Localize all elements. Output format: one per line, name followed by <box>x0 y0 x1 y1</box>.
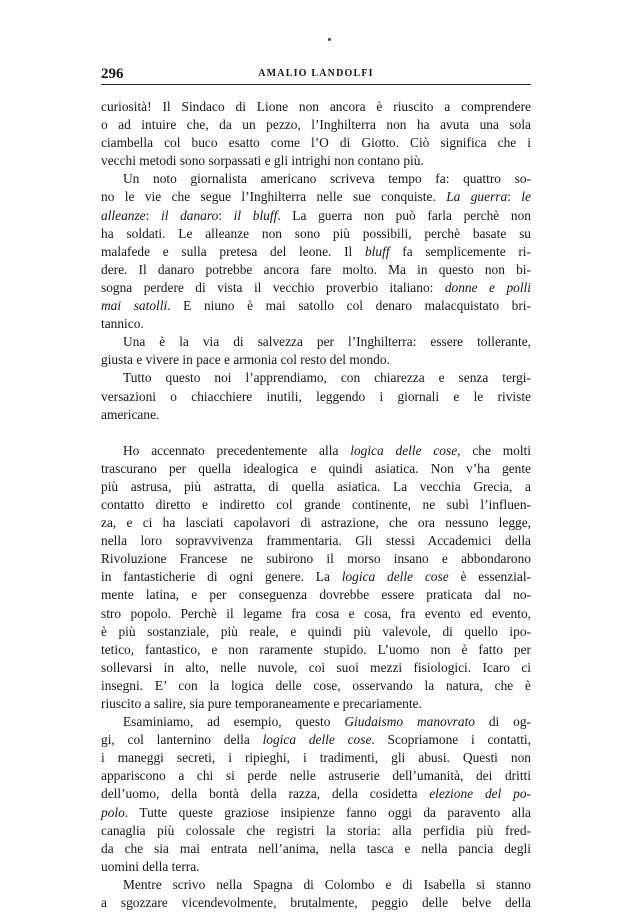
text-line <box>101 388 531 406</box>
text-line <box>101 261 531 279</box>
text-run: Un noto giornalista americano scriveva tempo fa: quattro so- <box>123 171 531 187</box>
text-line <box>101 514 531 532</box>
text-run: vecchi metodi sono sorpassati e gli intrighi non contano più. <box>101 153 424 169</box>
text-run: : <box>145 207 161 223</box>
text-run: dell’uomo, della bontà della razza, della cosidetta <box>101 786 430 802</box>
text-run: americane. <box>101 406 160 422</box>
text-line <box>101 749 531 767</box>
text-line <box>101 152 531 170</box>
text-run: i maneggi secreti, i ripieghi, i tradimenti, gli abusi. Questi non <box>101 750 531 766</box>
text-line <box>101 98 531 116</box>
italic-phrase: elezione del po- <box>429 786 531 802</box>
text-run: o ad intuire che, da un pezzo, l’Inghilterra non ha avuta una sola <box>101 117 531 133</box>
text-run: più astrusa, più astratta, di quella asiatica. La vecchia Grecia, a <box>101 478 531 494</box>
text-run: fa semplicemente ri- <box>389 243 531 259</box>
text-run: versazioni o chiacchiere inutili, leggendo i giornali e le riviste <box>101 388 531 404</box>
text-line <box>101 116 531 134</box>
text-run: no le vie che segue l’Inghilterra nelle sue conquiste. <box>101 189 447 205</box>
text-line <box>101 170 531 188</box>
text-run: tetico, fantastico, e non raramente stupido. L’uomo non è fatto per <box>101 641 531 657</box>
text-line <box>101 369 531 387</box>
text-run: Ho accennato precedentemente alla <box>123 442 351 458</box>
text-run: sollevarsi in alto, nelle nuvole, coi suoi mezzi fisiologici. Icaro ci <box>101 659 531 675</box>
text-run: Una è la via di salvezza per l’Inghilterra: essere tollerante, <box>123 334 531 350</box>
text-line <box>101 659 531 677</box>
text-run: canaglia più colossale che registri la storia: alla perfidia più fred- <box>101 822 531 838</box>
italic-phrase: le <box>521 189 531 205</box>
text-run: nella loro sopravvivenza frammentaria. Gli stessi Accademici della <box>101 533 531 549</box>
italic-phrase: logica delle cose <box>341 569 449 585</box>
text-run: . Scopriamone i contatti, <box>371 732 531 748</box>
italic-phrase: il danaro <box>161 207 219 223</box>
text-run: . E niuno è mai satollo col denaro malacquistato bri- <box>167 298 531 314</box>
paragraph <box>101 713 531 876</box>
text-run: gi, col lanternino della <box>101 732 263 748</box>
running-title: AMALIO LANDOLFI <box>258 68 374 79</box>
paragraph <box>101 442 531 713</box>
italic-phrase: logica delle cose <box>262 732 372 748</box>
text-line <box>101 333 531 351</box>
text-run: uomini della terra. <box>101 858 200 874</box>
italic-phrase: mai satolli <box>101 298 168 314</box>
text-run: contatto diretto e indiretto col grande continente, ne subì l’influen- <box>101 496 531 512</box>
paragraph <box>101 170 531 333</box>
italic-phrase: alleanze <box>101 207 146 223</box>
text-line <box>101 550 531 568</box>
text-run: . Tutte queste graziose insipienze fanno oggi da paravento alla <box>124 804 531 820</box>
text-run: Rivoluzione Francese ne subirono il morso insano e abbondarono <box>101 551 531 567</box>
text-line <box>101 134 531 152</box>
italic-phrase: logica delle cose <box>350 442 458 458</box>
text-run: mente latina, e per conseguenza dovrebbe essere praticata dal no- <box>101 587 531 603</box>
text-line <box>101 532 531 550</box>
text-run: riuscito a salire, sia pure temporaneamente e precariamente. <box>101 696 422 711</box>
text-line <box>101 442 531 460</box>
paragraph <box>101 333 531 369</box>
text-line <box>101 351 531 369</box>
text-run: di og- <box>475 714 531 730</box>
text-run: : <box>218 207 234 223</box>
page-header <box>101 64 531 85</box>
text-line <box>101 568 531 586</box>
text-run: ha soldati. Le alleanze non sono più possibili, perchè basate su <box>101 225 531 241</box>
text-line <box>101 188 531 206</box>
text-run: sogna perdere di vista il vecchio proverbio italiano: <box>101 279 445 295</box>
text-line <box>101 460 531 478</box>
text-line <box>101 731 531 749</box>
text-run: in fantasticherie di ogni genere. La <box>101 569 342 585</box>
paragraph <box>101 876 531 912</box>
text-line <box>101 785 531 803</box>
text-line <box>101 641 531 659</box>
text-line <box>101 279 531 297</box>
text-line <box>101 623 531 641</box>
text-run: giusta e vivere in pace e armonia col resto del mondo. <box>101 352 390 368</box>
text-run: . La guerra non può farla perchè non <box>277 207 531 223</box>
text-run: tannico. <box>101 316 144 332</box>
text-line <box>101 586 531 604</box>
text-run: curiosità! Il Sindaco di Lione non ancora è riuscito a comprendere <box>101 99 531 114</box>
text-line <box>101 804 531 822</box>
text-run: a sgozzare vicendevolmente, brutalmente, peggio delle belve della <box>101 895 531 911</box>
text-line <box>101 840 531 858</box>
section-gap <box>101 424 531 442</box>
text-run: Tutto questo noi l’apprendiamo, con chiarezza e senza tergi- <box>123 370 531 386</box>
page-number: 296 <box>101 66 124 82</box>
book-page <box>101 64 531 912</box>
italic-phrase: polo <box>101 804 125 820</box>
text-line <box>101 695 531 713</box>
text-run: dere. Il danaro potrebbe ancora fare molto. Ma in questo non bi- <box>101 261 531 277</box>
text-line <box>101 822 531 840</box>
text-run: : <box>507 189 522 205</box>
text-line <box>101 315 531 333</box>
text-line <box>101 207 531 225</box>
text-line <box>101 225 531 243</box>
text-line <box>101 496 531 514</box>
italic-phrase: il bluff <box>233 207 278 223</box>
text-line <box>101 605 531 623</box>
text-line <box>101 243 531 261</box>
text-run: insegni. E’ con la logica delle cose, osservando la natura, che è <box>101 677 531 693</box>
text-line <box>101 894 531 912</box>
text-run: stro popolo. Perchè il legame fra cosa e cosa, fra evento ed evento, <box>101 605 531 621</box>
text-run: da che sia mai entrata nell’anima, nella tasca e nella pancia degli <box>101 840 531 856</box>
italic-phrase: Giudaismo manovrato <box>344 714 475 730</box>
body-text <box>101 98 531 912</box>
text-line <box>101 767 531 785</box>
text-line <box>101 713 531 731</box>
ink-speck <box>328 38 331 41</box>
text-line <box>101 406 531 424</box>
text-line <box>101 297 531 315</box>
text-run: Mentre scrivo nella Spagna di Colombo e di Isabella si stanno <box>123 876 531 892</box>
text-line <box>101 876 531 894</box>
italic-phrase: bluff <box>364 243 390 259</box>
text-run: malafede e sulla pretesa del leone. Il <box>101 243 365 259</box>
text-run: Esaminiamo, ad esempio, questo <box>123 714 345 730</box>
italic-phrase: donne e polli <box>444 279 531 295</box>
text-run: , che molti <box>457 442 532 458</box>
text-line <box>101 478 531 496</box>
paragraph <box>101 369 531 423</box>
text-run: ciambella col buco esatto come l’O di Giotto. Ciò significa che i <box>101 135 531 151</box>
text-run: appariscono a chi si perde nelle astruserie dell’umanità, dei dritti <box>101 768 531 784</box>
italic-phrase: La guerra <box>446 189 508 205</box>
text-run: za, e ci ha lasciati capolavori di astrazione, che ora nessuno legge, <box>101 515 531 531</box>
text-run: è più sostanziale, più reale, e quindi più valevole, di quello ipo- <box>101 623 531 639</box>
paragraph <box>101 98 531 170</box>
text-line <box>101 677 531 695</box>
text-run: trascurano per quella idealogica e quindi asiatica. Non v’ha gente <box>101 460 531 476</box>
text-run: è essenzial- <box>448 569 532 585</box>
text-line <box>101 858 531 876</box>
